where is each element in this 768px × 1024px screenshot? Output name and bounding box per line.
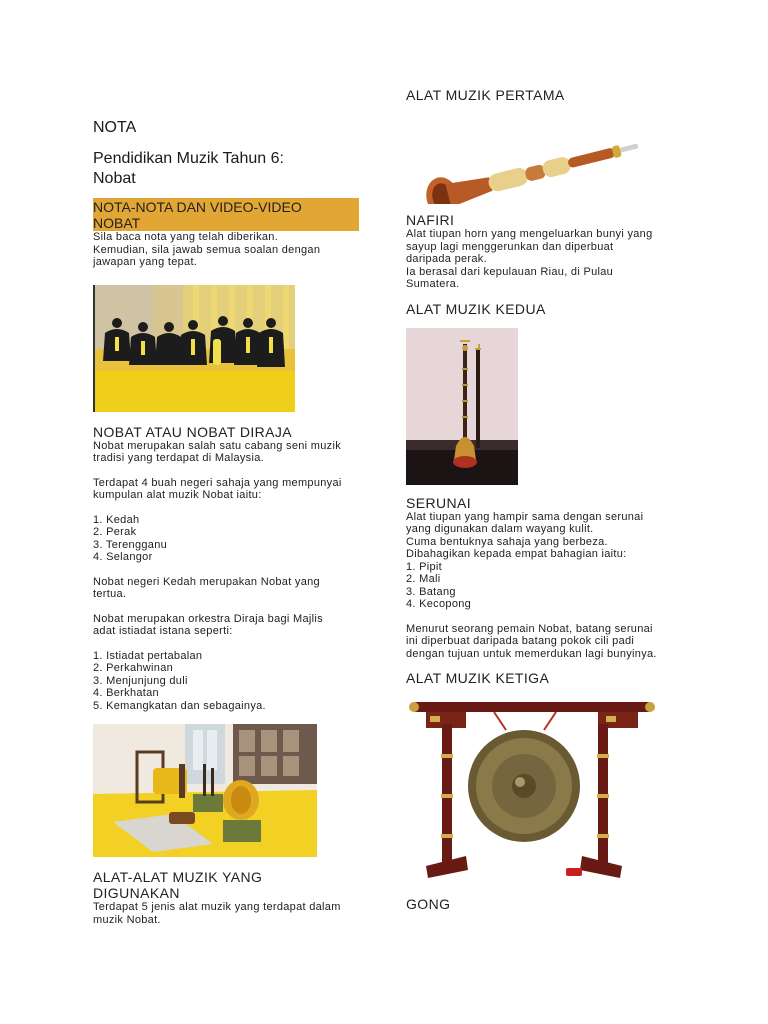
serunai-name: SERUNAI (406, 494, 472, 511)
serunai-note-line3: dengan tujuan untuk memerdukan lagi bunyinya. (406, 647, 657, 660)
serunai-line3: Cuma bentuknya sahaja yang berbeza. (406, 535, 608, 548)
ceremony-list-item: 5. Kemangkatan dan sebagainya. (93, 699, 266, 712)
second-instrument-heading: ALAT MUZIK KEDUA (406, 300, 546, 317)
serunai-part: 1. Pipit (406, 560, 443, 573)
banner-line1: NOTA-NOTA DAN VIDEO-VIDEO (93, 199, 302, 215)
ceremony-list-item: 4. Berkhatan (93, 687, 159, 699)
gong-name: GONG (406, 896, 451, 912)
ceremony-list-item: 2. Perkahwinan (93, 662, 174, 674)
instruments-text-line2: muzik Nobat. (93, 913, 161, 926)
nobat-musicians-photo (93, 285, 295, 412)
page-subtitle-line1: Pendidikan Muzik Tahun 6: (93, 150, 284, 167)
nafiri-line2: sayup lagi menggerunkan dan diperbuat (406, 240, 614, 253)
instruments-text-line1: Terdapat 5 jenis alat muzik yang terdapat dalam (93, 901, 341, 913)
serunai-line2: yang digunakan dalam wayang kulit. (406, 523, 594, 535)
serunai-note-line2: ini diperbuat daripada batang pokok cili padi (406, 635, 635, 647)
serunai-part: 4. Kecopong (406, 598, 472, 610)
first-instrument-heading: ALAT MUZIK PERTAMA (406, 87, 565, 103)
nobat-instruments-photo (93, 724, 317, 857)
nobat-para4-line2: adat istiadat istana seperti: (93, 625, 233, 637)
ceremony-list-item: 1. Istiadat pertabalan (93, 649, 203, 662)
nafiri-photo (406, 116, 644, 204)
intro-line1: Sila baca nota yang telah diberikan. (93, 231, 279, 243)
left-column (93, 118, 363, 926)
serunai-part: 2. Mali (406, 573, 441, 585)
nobat-para2-line2: kumpulan alat muzik Nobat iaitu: (93, 489, 262, 501)
nobat-para3-line2: tertua. (93, 588, 127, 600)
serunai-line1: Alat tiupan yang hampir sama dengan serunai (406, 510, 644, 523)
intro-line2: Kemudian, sila jawab semua soalan dengan (93, 243, 321, 256)
page-subtitle-line2: Nobat (93, 170, 136, 187)
state-list-item: 4. Selangor (93, 551, 153, 563)
nobat-section-heading: NOBAT ATAU NOBAT DIRAJA (93, 423, 293, 440)
nafiri-name: NAFIRI (406, 212, 455, 228)
state-list-item: 1. Kedah (93, 513, 140, 526)
serunai-note-line1: Menurut seorang pemain Nobat, batang serunai (406, 622, 653, 635)
right-column (406, 87, 678, 912)
notes-banner (93, 198, 359, 231)
nafiri-line4: Ia berasal dari kepulauan Riau, di Pulau (406, 265, 614, 278)
banner-line2: NOBAT (93, 215, 141, 231)
state-list-item: 3. Terengganu (93, 538, 168, 551)
nafiri-line1: Alat tiupan horn yang mengeluarkan bunyi yang (406, 228, 653, 240)
nobat-para4-line1: Nobat merupakan orkestra Diraja bagi Majlis (93, 612, 323, 625)
nobat-para1-line2: tradisi yang terdapat di Malaysia. (93, 452, 265, 464)
nobat-para2-line1: Terdapat 4 buah negeri sahaja yang mempunyai (93, 476, 342, 489)
nobat-para1-line1: Nobat merupakan salah satu cabang seni muzik (93, 439, 342, 452)
third-instrument-heading: ALAT MUZIK KETIGA (406, 670, 550, 686)
gong-photo (406, 694, 658, 890)
page-title: NOTA (93, 119, 137, 136)
serunai-line4: Dibahagikan kepada empat bahagian iaitu: (406, 548, 627, 560)
serunai-photo (406, 328, 518, 485)
nobat-para3-line1: Nobat negeri Kedah merupakan Nobat yang (93, 575, 320, 588)
instruments-heading-line2: DIGUNAKAN (93, 885, 180, 901)
intro-line3: jawapan yang tepat. (93, 256, 198, 268)
nafiri-line3: daripada perak. (406, 253, 487, 265)
ceremony-list-item: 3. Menjunjung duli (93, 674, 188, 687)
state-list-item: 2. Perak (93, 526, 137, 538)
nafiri-line5: Sumatera. (406, 278, 460, 290)
instruments-heading-line1: ALAT-ALAT MUZIK YANG (93, 869, 263, 885)
serunai-part: 3. Batang (406, 585, 456, 598)
